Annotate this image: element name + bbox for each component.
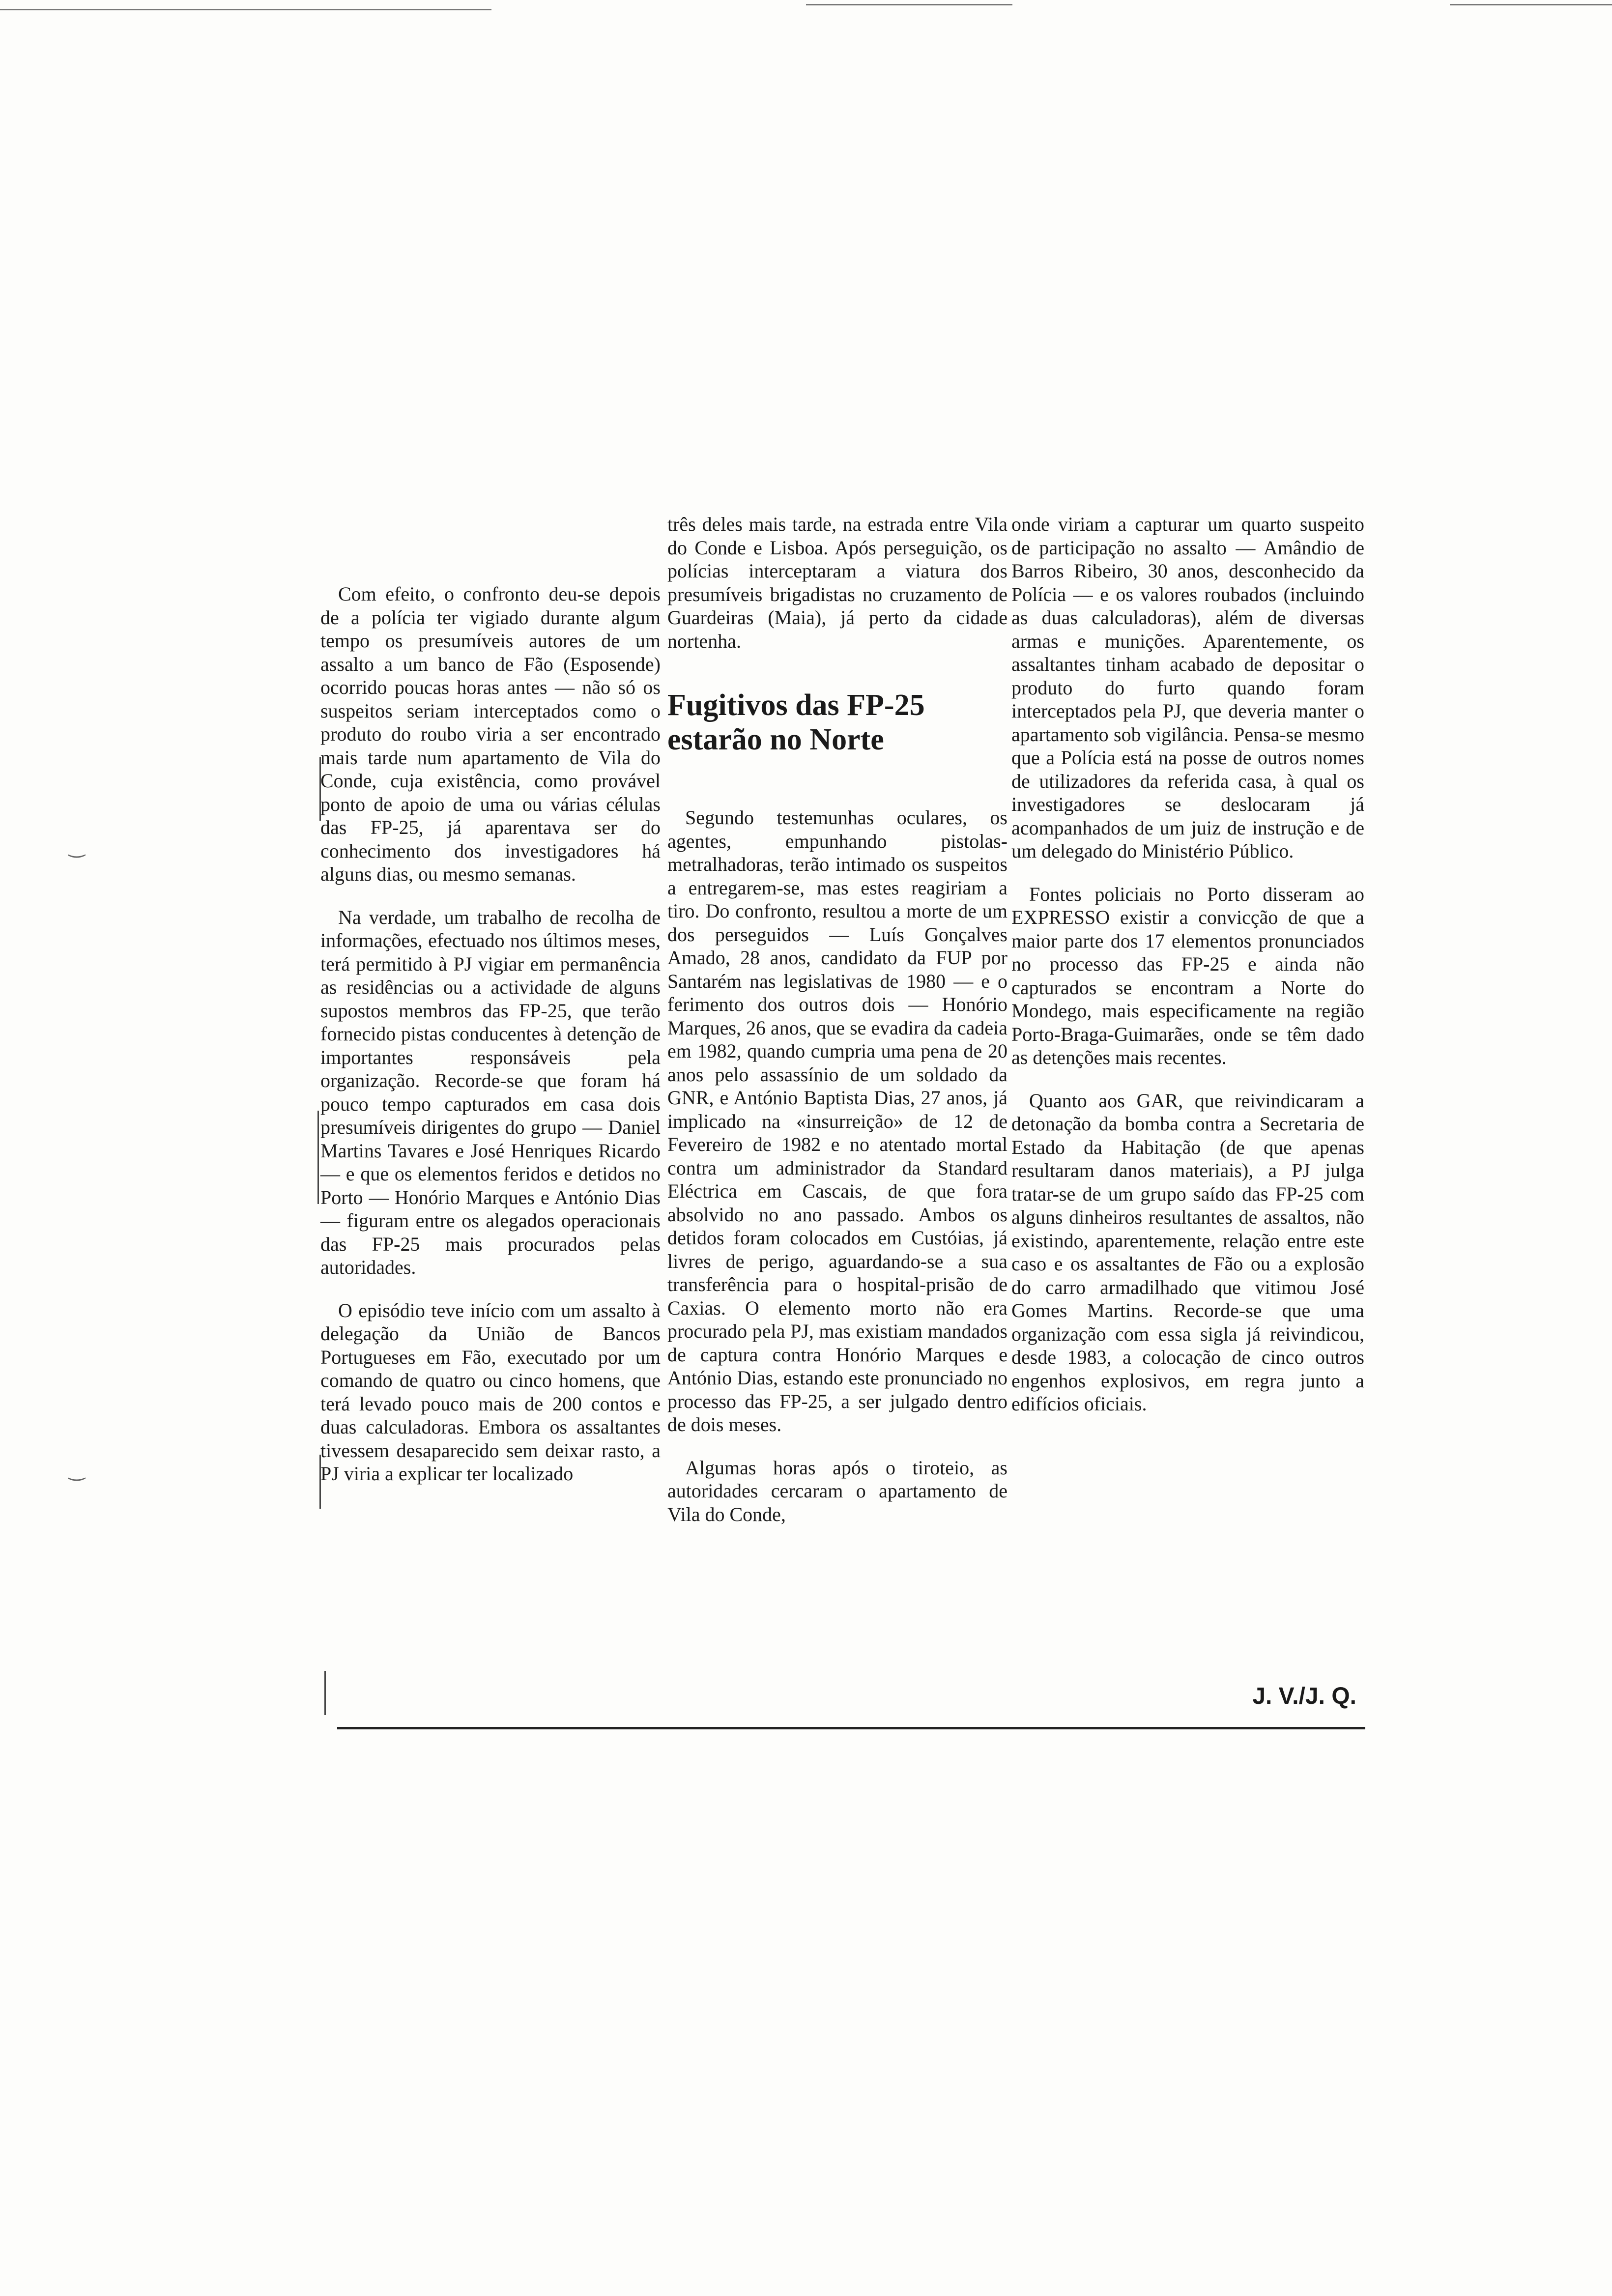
- byline: J. V./J. Q.: [1252, 1683, 1356, 1709]
- paragraph: três deles mais tarde, na estrada entre Vila do Conde e Lisboa. Após perseguição, os polícias interceptaram a viatura dos presumíveis brigadistas no cruzamento de Guardeiras (Maia), já perto da cidade nortenha.: [667, 513, 1008, 652]
- article-column-1: [320, 582, 661, 1505]
- paragraph: Fontes policiais no Porto disseram ao EXPRESSO existir a convicção de que a maior parte dos 17 elementos pronunciados no processo das FP-25 e ainda não capturados se encontram a Norte do Mondego, mais especificamente na região Porto-Braga-Guimarães, onde se têm dado as detenções mais recentes.: [1011, 883, 1364, 1068]
- article-column-2: [667, 513, 1008, 1546]
- paragraph: Algumas horas após o tiroteio, as autoridades cercaram o apartamento de Vila do Conde,: [667, 1456, 1008, 1525]
- scan-edge-line-right: [1450, 4, 1612, 5]
- paragraph: Segundo testemunhas oculares, os agentes, empunhando pistolas-metralhadoras, terão intimado os suspeitos a entregarem-se, mas estes reagiriam a tiro. Do confronto, resultou a morte de um dos perseguidos — Luís Gonçalves Amado, 28 anos, candidato da FUP por Santarém nas legislativas de 1980 — e o ferimento dos outros dois — Honório Marques, 26 anos, que se evadira da cadeia em 1982, quando cumpria uma pena de 20 anos pelo assassínio de um soldado da GNR, e António Baptista Dias, 27 anos, já implicado na «insurreição» de 12 de Fevereiro de 1982 e no atentado mortal contra um administrador da Standard Eléctrica em Cascais, de que fora absolvido no ano passado. Ambos os detidos foram colocados em Custóias, já livres de perigo, aguardando-se a sua transferência para o hospital-prisão de Caxias. O elemento morto não era procurado pela PJ, mas existiam mandados de captura contra Honório Marques e António Dias, estando este pronunciado no processo das FP-25, a ser julgado dentro de dois meses.: [667, 806, 1008, 1435]
- paragraph: O episódio teve início com um assalto à delegação da União de Bancos Portugueses em Fão, executado por um comando de quatro ou cinco homens, que terá levado pouco mais de 200 contos e duas calculadoras. Embora os assaltantes tivessem desaparecido sem deixar rasto, a PJ viria a explicar ter localizado: [320, 1299, 661, 1485]
- article-column-3: [1011, 513, 1364, 1435]
- margin-vertical-mark: [317, 1111, 319, 1204]
- paragraph: Na verdade, um trabalho de recolha de informações, efectuado nos últimos meses, terá permitido à PJ vigiar em permanência as residências ou a actividade de alguns supostos membros das FP-25, que terão fornecido pistas conducentes à detenção de importantes responsáveis pela organização. Recorde-se que foram há pouco tempo capturados em casa dois presumíveis dirigentes do grupo — Daniel Martins Tavares e José Henriques Ricardo — e que os elementos feridos e detidos no Porto — Honório Marques e António Dias — figuram entre os alegados operacionais das FP-25 mais procurados pelas autoridades.: [320, 906, 661, 1278]
- margin-dash-mark: ‿: [69, 835, 85, 858]
- headline: Fugitivos das FP-25 estarão no Norte: [667, 689, 925, 756]
- margin-dash-mark: ‿: [69, 1459, 85, 1481]
- bottom-rule: [337, 1727, 1365, 1729]
- margin-vertical-mark: [324, 1671, 326, 1715]
- paragraph: Quanto aos GAR, que reivindicaram a detonação da bomba contra a Secretaria de Estado da Habitação (de que apenas resultaram danos materiais), a PJ julga tratar-se de um grupo saído das FP-25 com alguns dinheiros resultantes de assaltos, não existindo, aparentemente, relação entre este caso e os assaltantes de Fão ou a explosão do carro armadilhado que vitimou José Gomes Martins. Recorde-se que uma organização com essa sigla já reivindicou, desde 1983, a colocação de cinco outros engenhos explosivos, em regra junto a edifícios oficiais.: [1011, 1089, 1364, 1415]
- scan-edge-line-left: [0, 9, 491, 10]
- paragraph: Com efeito, o confronto deu-se depois de a polícia ter vigiado durante algum tempo os presumíveis autores de um assalto a um banco de Fão (Esposende) ocorrido poucas horas antes — não só os suspeitos seriam interceptados como o produto do roubo viria a ser encontrado mais tarde num apartamento de Vila do Conde, cuja existência, como provável ponto de apoio de uma ou várias células das FP-25, já aparentava ser do conhecimento dos investigadores há alguns dias, ou mesmo semanas.: [320, 583, 661, 885]
- scan-edge-line-center: [806, 4, 1012, 5]
- paragraph: onde viriam a capturar um quarto suspeito de participação no assalto — Amândio de Barros Ribeiro, 30 anos, desconhecido da Polícia — e os valores roubados (incluindo as duas calculadoras), além de diversas armas e munições. Aparentemente, os assaltantes tinham acabado de depositar o produto do furto quando foram interceptados pela PJ, que deveria manter o apartamento sob vigilância. Pensa-se mesmo que a Polícia está na posse de outros nomes de utilizadores da referida casa, à qual os investigadores se deslocaram já acompanhados de um juiz de instrução e de um delegado do Ministério Público.: [1011, 513, 1364, 862]
